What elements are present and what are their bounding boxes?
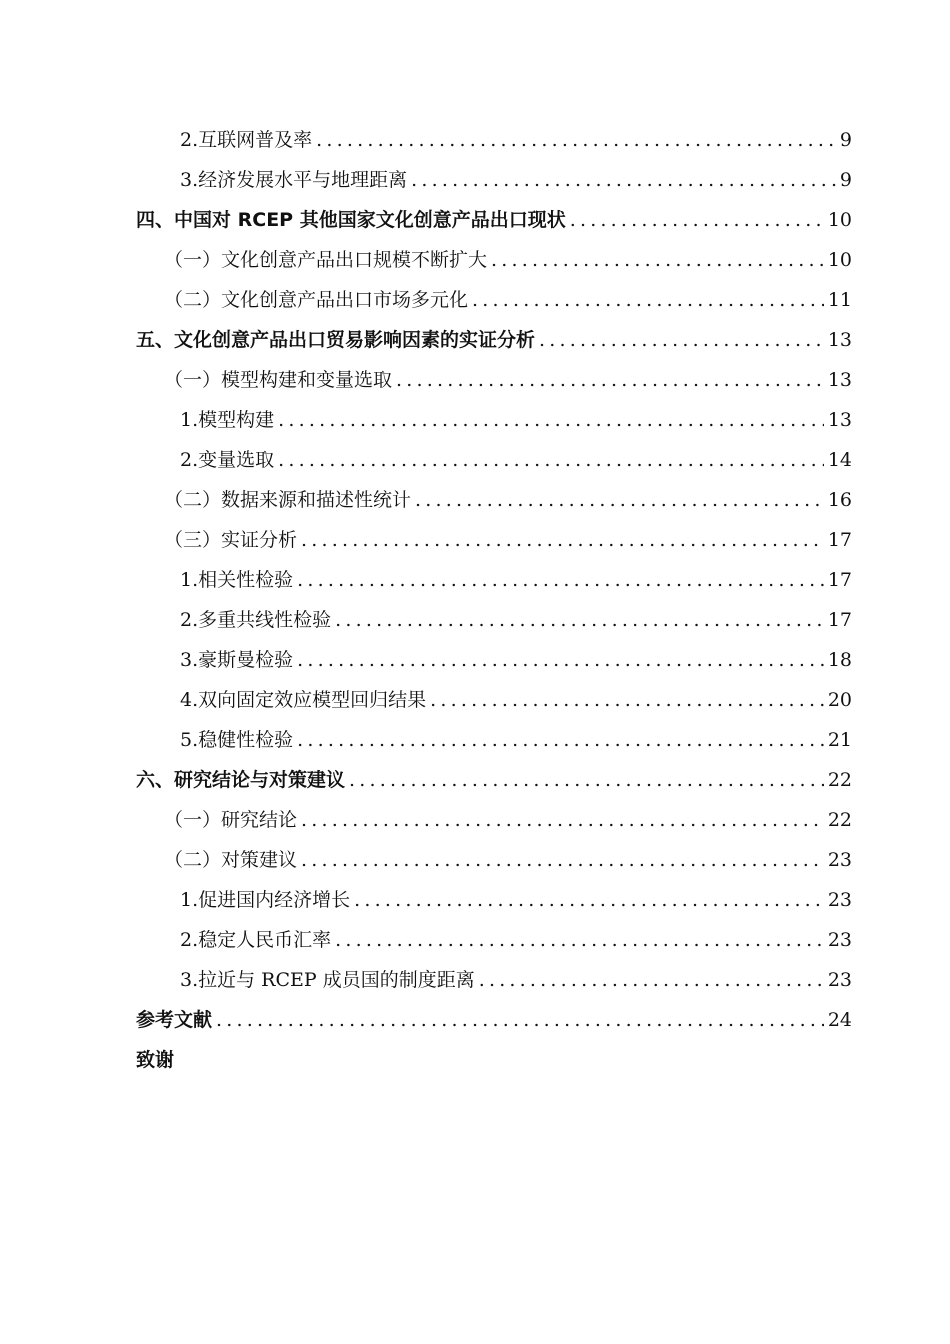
toc-section-entry[interactable]	[136, 480, 852, 520]
toc-section-entry[interactable]	[136, 840, 852, 880]
toc-chapter-entry[interactable]	[136, 200, 852, 240]
toc-leader-dots	[570, 200, 824, 240]
toc-entry-page: 17	[827, 569, 852, 591]
toc-entry-page: 16	[827, 489, 852, 511]
toc-entry-page: 22	[827, 809, 852, 831]
toc-entry[interactable]	[136, 400, 852, 440]
toc-entry-page: 18	[827, 649, 852, 671]
toc-entry-title: （二）数据来源和描述性统计	[164, 489, 412, 511]
toc-entry-title: （一）研究结论	[164, 809, 298, 831]
toc-entry[interactable]	[136, 600, 852, 640]
toc-entry-page: 23	[827, 969, 852, 991]
toc-chapter-entry[interactable]	[136, 1040, 852, 1080]
table-of-contents	[136, 120, 852, 1080]
toc-leader-dots	[396, 360, 824, 400]
toc-entry-page: 23	[827, 849, 852, 871]
toc-entry-title: （一）模型构建和变量选取	[164, 369, 393, 391]
toc-entry-title: 1.促进国内经济增长	[180, 889, 351, 911]
toc-section-entry[interactable]	[136, 280, 852, 320]
toc-entry[interactable]	[136, 880, 852, 920]
toc-entry[interactable]	[136, 720, 852, 760]
toc-leader-dots	[349, 760, 824, 800]
toc-entry-page: 17	[827, 529, 852, 551]
toc-entry[interactable]	[136, 680, 852, 720]
toc-entry[interactable]	[136, 440, 852, 480]
toc-chapter-entry[interactable]	[136, 760, 852, 800]
toc-entry-page: 13	[827, 369, 852, 391]
toc-entry[interactable]	[136, 560, 852, 600]
toc-leader-dots	[539, 320, 824, 360]
toc-section-entry[interactable]	[136, 520, 852, 560]
toc-leader-dots	[301, 520, 824, 560]
toc-entry-page: 20	[827, 689, 852, 711]
toc-leader-dots	[316, 120, 836, 160]
toc-leader-dots	[354, 880, 824, 920]
toc-chapter-entry[interactable]	[136, 1000, 852, 1040]
toc-entry[interactable]	[136, 920, 852, 960]
toc-entry-title: 1.相关性检验	[180, 569, 294, 591]
toc-entry-title: 2.互联网普及率	[180, 129, 313, 151]
toc-leader-dots	[297, 560, 824, 600]
toc-entry-page: 21	[827, 729, 852, 751]
toc-leader-dots	[301, 840, 824, 880]
toc-entry-page: 10	[827, 249, 852, 271]
toc-leader-dots	[491, 240, 824, 280]
toc-entry-page: 9	[839, 129, 852, 151]
toc-entry-page: 13	[827, 329, 852, 351]
toc-entry-title: 2.变量选取	[180, 449, 275, 471]
toc-leader-dots	[297, 720, 824, 760]
toc-leader-dots	[430, 680, 824, 720]
toc-entry-page: 10	[827, 209, 852, 231]
toc-entry[interactable]	[136, 960, 852, 1000]
toc-section-entry[interactable]	[136, 800, 852, 840]
toc-entry-page: 23	[827, 889, 852, 911]
toc-entry-page: 13	[827, 409, 852, 431]
toc-entry-page: 22	[827, 769, 852, 791]
toc-entry-title: 3.拉近与 RCEP 成员国的制度距离	[180, 969, 475, 991]
toc-entry-title: 2.稳定人民币汇率	[180, 929, 332, 951]
toc-entry-page: 11	[827, 289, 852, 311]
toc-leader-dots	[335, 920, 824, 960]
toc-leader-dots	[415, 480, 824, 520]
toc-entry-page: 14	[827, 449, 852, 471]
toc-entry-title: （一）文化创意产品出口规模不断扩大	[164, 249, 488, 271]
toc-entry-title: 5.稳健性检验	[180, 729, 294, 751]
toc-leader-dots	[297, 640, 824, 680]
toc-entry-title: （二）文化创意产品出口市场多元化	[164, 289, 469, 311]
toc-entry-title: 3.经济发展水平与地理距离	[180, 169, 408, 191]
toc-entry-title: （三）实证分析	[164, 529, 298, 551]
toc-leader-dots	[411, 160, 836, 200]
toc-section-entry[interactable]	[136, 360, 852, 400]
toc-leader-dots	[301, 800, 824, 840]
toc-leader-dots	[479, 960, 824, 1000]
toc-entry-title: 2.多重共线性检验	[180, 609, 332, 631]
toc-chapter-entry[interactable]	[136, 320, 852, 360]
toc-leader-dots	[278, 400, 824, 440]
toc-entry-page: 24	[827, 1009, 852, 1031]
toc-entry[interactable]	[136, 160, 852, 200]
toc-leader-dots	[216, 1000, 824, 1040]
toc-entry[interactable]	[136, 120, 852, 160]
toc-entry-title: 四、中国对 RCEP 其他国家文化创意产品出口现状	[136, 209, 566, 231]
toc-entry-page: 23	[827, 929, 852, 951]
toc-entry[interactable]	[136, 640, 852, 680]
toc-leader-dots	[335, 600, 824, 640]
toc-section-entry[interactable]	[136, 240, 852, 280]
toc-entry-title: 致谢	[136, 1049, 175, 1071]
toc-entry-title: 3.豪斯曼检验	[180, 649, 294, 671]
toc-entry-page: 9	[839, 169, 852, 191]
toc-entry-title: 参考文献	[136, 1009, 213, 1031]
toc-entry-title: 4.双向固定效应模型回归结果	[180, 689, 427, 711]
toc-entry-page: 17	[827, 609, 852, 631]
toc-entry-title: 六、研究结论与对策建议	[136, 769, 346, 791]
toc-leader-dots	[472, 280, 824, 320]
toc-entry-title: 五、文化创意产品出口贸易影响因素的实证分析	[136, 329, 536, 351]
toc-leader-dots	[278, 440, 824, 480]
toc-entry-title: 1.模型构建	[180, 409, 275, 431]
toc-entry-title: （二）对策建议	[164, 849, 298, 871]
